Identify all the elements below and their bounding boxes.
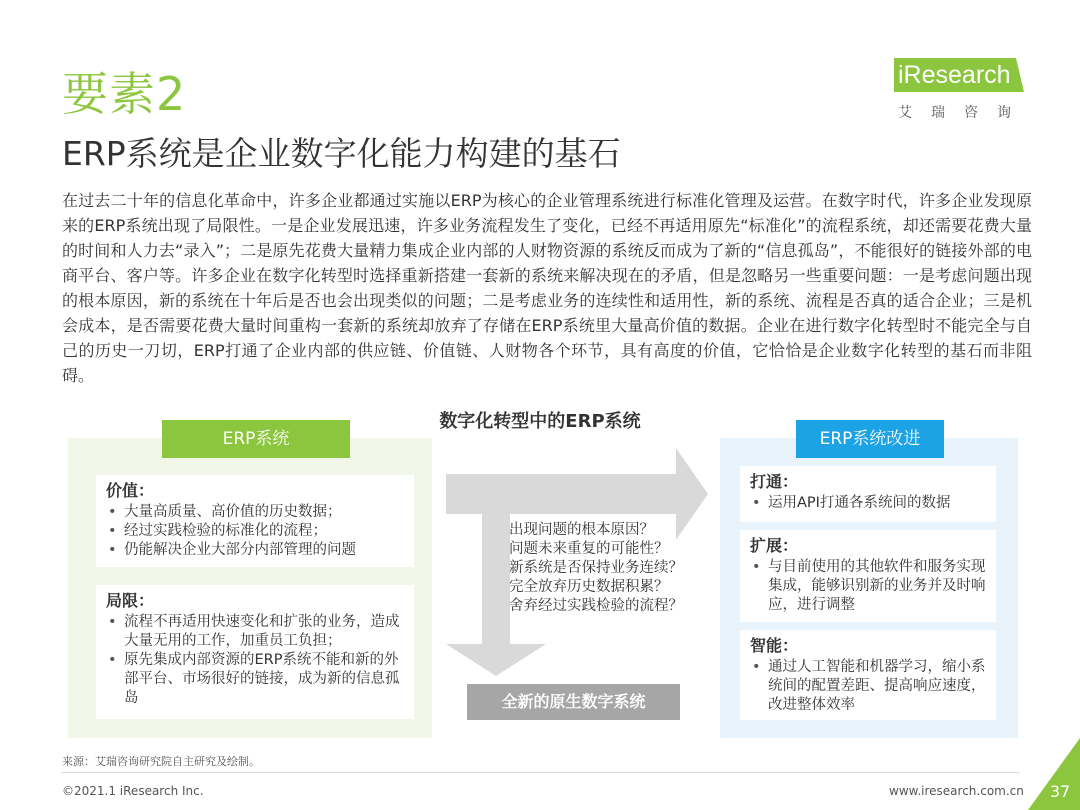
- connect-card: [740, 466, 996, 522]
- new-native-system-box: 全新的原生数字系统: [467, 684, 680, 720]
- list-item: • 原先集成内部资源的ERP系统不能和新的外部平台、市场很好的链接，成为新的信息孤岛: [106, 651, 404, 708]
- expand-list: [750, 558, 986, 615]
- page-number: 37: [1049, 782, 1071, 801]
- logo-brand-text: iResearch: [898, 61, 1011, 89]
- value-list: [106, 503, 404, 560]
- limitation-card-title: 局限：: [106, 591, 155, 610]
- expand-card-title: 扩展：: [750, 536, 799, 555]
- erp-improvement-tab: ERP系统改进: [796, 420, 944, 458]
- website-link[interactable]: www.iresearch.com.cn: [889, 784, 1024, 798]
- logo-badge: [894, 58, 1024, 92]
- intro-paragraph: 在过去二十年的信息化革命中，许多企业都通过实施以ERP为核心的企业管理系统进行标准化管理及运营。在数字时代，许多企业发现原来的ERP系统出现了局限性。一是企业发展迅速，许多业务流程发生了变化，已经不再适用原先“标准化”的流程系统，却还需要花费大量的时间和人力去“录入”；二是原先花费大量精力集成企业内部的人财物资源的系统反而成为了新的“信息孤岛”，不能很好的链接外部的电商平台、客户等。许多企业在数字化转型时选择重新搭建一套新的系统来解决现在的矛盾，但是忽略另一些重要问题：一是考虑问题出现的根本原因，新的系统在十年后是否也会出现类似的问题；二是考虑业务的连续性和适用性，新的系统、流程是否真的适合企业；三是机会成本，是否需要花费大量时间重构一套新的系统却放弃了存储在ERP系统里大量高价值的数据。企业在进行数字化转型时不能完全与自己的历史一刀切，ERP打通了企业内部的供应链、价值链、人财物各个环节，具有高度的价值，它恰恰是企业数字化转型的基石而非阻碍。: [62, 191, 1032, 385]
- page-title: ERP系统是企业数字化能力构建的基石: [62, 134, 621, 173]
- section-key-label: 要素2: [62, 67, 187, 121]
- footer-divider: [62, 772, 1020, 773]
- limitation-card: [96, 585, 414, 719]
- list-item: • 仍能解决企业大部分内部管理的问题: [106, 541, 404, 560]
- value-card: [96, 475, 414, 567]
- question-list: [509, 521, 719, 616]
- copyright-text: ©2021.1 iResearch Inc.: [62, 784, 204, 798]
- list-item: • 与目前使用的其他软件和服务实现集成，能够识别新的业务并及时响应，进行调整: [750, 558, 986, 615]
- list-item: • 经过实践检验的标准化的流程；: [106, 522, 404, 541]
- list-item: • 运用API打通各系统间的数据: [750, 494, 986, 513]
- connect-card-title: 打通：: [750, 472, 799, 491]
- connect-list: [750, 494, 986, 513]
- smart-list: [750, 658, 986, 715]
- list-item: • 流程不再适用快速变化和扩张的业务，造成大量无用的工作，加重员工负担；: [106, 613, 404, 651]
- value-card-title: 价值：: [106, 481, 155, 500]
- source-note: 来源：艾瑞咨询研究院自主研究及绘制。: [62, 755, 260, 768]
- question-item: 舍弃经过实践检验的流程？: [509, 598, 683, 614]
- list-item: • 通过人工智能和机器学习，缩小系统间的配置差距、提高响应速度，改进整体效率: [750, 658, 986, 715]
- smart-card: [740, 630, 996, 720]
- question-item: 新系统是否保持业务连续？: [509, 560, 683, 576]
- list-item: • 大量高质量、高价值的历史数据；: [106, 503, 404, 522]
- limitation-list: [106, 613, 404, 708]
- question-item: 出现问题的根本原因？: [509, 522, 654, 538]
- logo-subtitle: 艾瑞咨询: [898, 105, 1030, 121]
- question-item: 完全放弃历史数据积累？: [509, 579, 669, 595]
- erp-system-tab: ERP系统: [162, 420, 350, 458]
- question-item: 问题未来重复的可能性？: [509, 541, 669, 557]
- smart-card-title: 智能：: [750, 636, 799, 655]
- expand-card: [740, 530, 996, 622]
- iresearch-logo: [894, 58, 1034, 128]
- diagram-title: 数字化转型中的ERP系统: [439, 411, 641, 432]
